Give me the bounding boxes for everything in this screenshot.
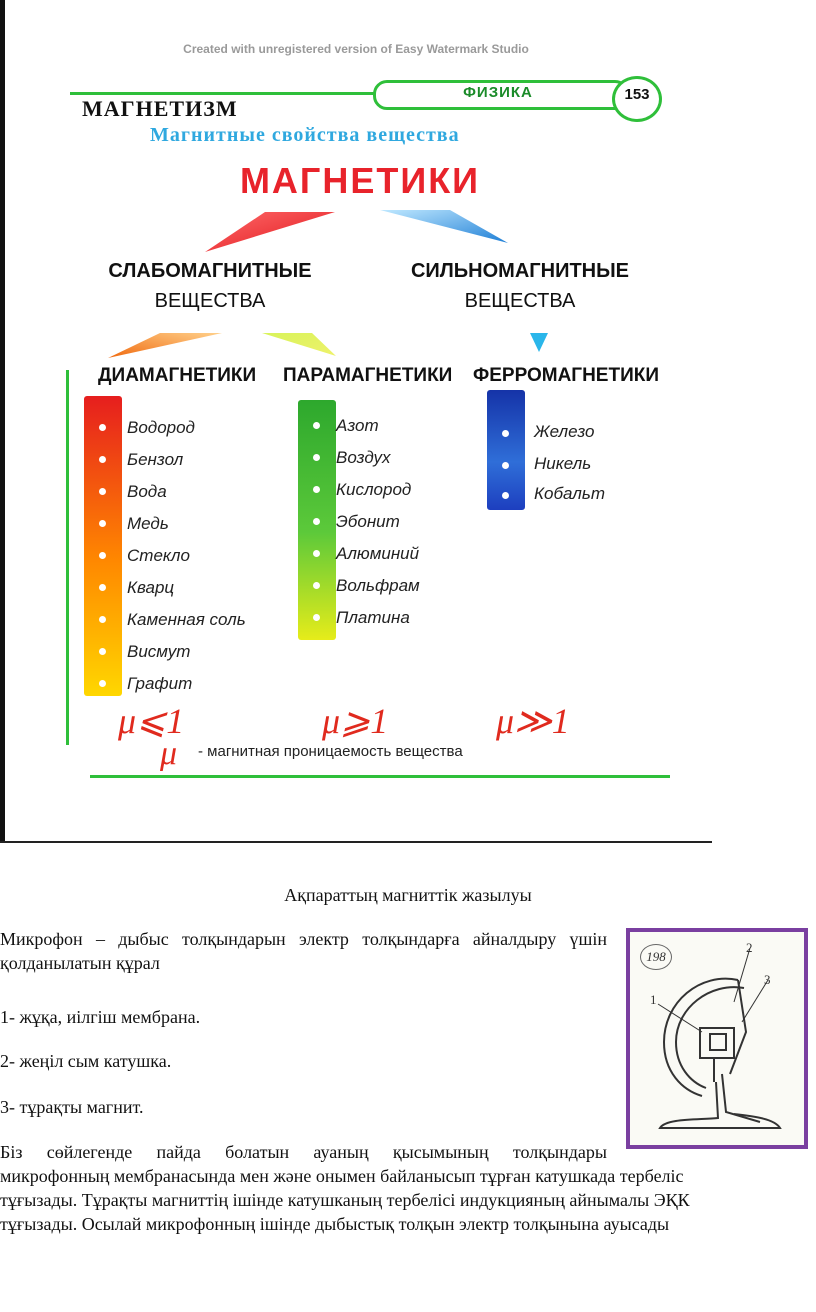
list-item: Вода	[127, 482, 167, 501]
list-item: Платина	[336, 608, 410, 627]
group-heading-ferromagnetics: ФЕРРОМАГНЕТИКИ	[473, 365, 659, 386]
section-title: МАГНЕТИЗМ	[82, 96, 238, 121]
bullet-dot	[313, 582, 320, 589]
mu-ferromagnetics: μ≫1	[496, 701, 570, 741]
paramagnetics-bar	[298, 400, 336, 640]
category-strong-line2: ВЕЩЕСТВА	[464, 290, 576, 312]
bullet-dot	[99, 616, 106, 623]
bullet-dot	[313, 614, 320, 621]
list-item: Вольфрам	[336, 576, 420, 595]
list-item: Каменная соль	[127, 610, 246, 629]
list-item: Воздух	[336, 448, 391, 467]
category-weak-line1: СЛАБОМАГНИТНЫЕ	[108, 260, 312, 282]
bullet-dot	[99, 584, 106, 591]
list-item: 1- жұқа, иілгіш мембрана.	[0, 1007, 201, 1027]
document-heading: Ақпараттың магниттік жазылуы	[284, 885, 532, 905]
list-item: Кобальт	[534, 484, 605, 503]
bullet-dot	[313, 422, 320, 429]
category-weak-line2: ВЕЩЕСТВА	[154, 290, 266, 312]
bullet-dot	[99, 456, 106, 463]
explanation-line: Біз сөйлегенде пайда болатын ауаның қысымының толқындары	[0, 1142, 607, 1162]
bullet-dot	[313, 454, 320, 461]
list-item: Алюминий	[336, 544, 420, 563]
watermark-text: Created with unregistered version of Easy Watermark Studio	[183, 42, 529, 56]
subject-label: ФИЗИКА	[463, 84, 533, 101]
bullet-dot	[502, 492, 509, 499]
explanation-paragraph	[0, 1140, 816, 1236]
list-item: Никель	[534, 454, 592, 473]
list-item: Графит	[127, 674, 193, 693]
main-title: МАГНЕТИКИ	[239, 160, 481, 201]
ferromagnetics-bar	[487, 390, 525, 510]
bullet-dot	[99, 520, 106, 527]
category-weak-magnetic	[90, 256, 330, 316]
bullet-dot	[99, 424, 106, 431]
bullet-dot	[99, 552, 106, 559]
section-subtitle: Магнитные свойства вещества	[150, 124, 460, 146]
group-heading-diamagnetics: ДИАМАГНЕТИКИ	[98, 365, 257, 386]
footer-rule	[90, 775, 670, 778]
bullet-dot	[99, 648, 106, 655]
list-item: Медь	[127, 514, 169, 533]
figure-label: 1	[650, 992, 657, 1007]
arrow-to-ferro	[530, 333, 548, 352]
explanation-line: микрофонның мембранасында мен және онымен байланысып тұрған катушкада тербеліс	[0, 1166, 684, 1186]
group-heading-paramagnetics: ПАРАМАГНЕТИКИ	[283, 365, 453, 386]
list-item: 2- жеңіл сым катушка.	[0, 1051, 172, 1071]
figure-label: 2	[746, 940, 753, 955]
arrow-to-weak	[205, 212, 335, 252]
mu-definition: - магнитная проницаемость вещества	[198, 743, 463, 760]
figure-number: 198	[640, 944, 672, 970]
list-item: Азот	[336, 416, 379, 435]
bullet-dot	[313, 518, 320, 525]
figure-label: 3	[764, 972, 771, 987]
list-item: Висмут	[127, 642, 191, 661]
list-item: 3- тұрақты магнит.	[0, 1097, 144, 1117]
explanation-line: тұғызады. Тұрақты магниттің ішінде катушканың тербелісі индукцияның айнымалы ЭҚК	[0, 1190, 690, 1210]
diamagnetics-bar	[84, 396, 122, 696]
list-item: Водород	[127, 418, 195, 437]
bullet-dot	[313, 550, 320, 557]
list-item: Кислород	[336, 480, 412, 499]
list-item: Эбонит	[336, 512, 400, 531]
bullet-dot	[502, 430, 509, 437]
bullet-dot	[502, 462, 509, 469]
list-item: Железо	[534, 422, 595, 441]
arrow-to-para	[262, 333, 336, 356]
intro-paragraph: Микрофон – дыбыс толқындарын электр толқындарға айналдыру үшін қолданылатын құрал	[0, 929, 607, 973]
list-item: Кварц	[127, 578, 175, 597]
bullet-dot	[313, 486, 320, 493]
arrow-to-dia	[108, 333, 222, 358]
bullet-dot	[99, 488, 106, 495]
bullet-dot	[99, 680, 106, 687]
list-item: Бензол	[127, 450, 184, 469]
arrow-to-strong	[380, 210, 508, 243]
mu-symbol: μ	[160, 735, 178, 772]
list-item: Стекло	[127, 546, 190, 565]
page-number: 153	[624, 86, 650, 103]
microphone-drawing-icon	[630, 932, 804, 1145]
category-strong-line1: СИЛЬНОМАГНИТНЫЕ	[410, 260, 630, 282]
mu-diamagnetics: μ⩽1	[118, 701, 185, 741]
microphone-figure	[626, 928, 808, 1149]
left-rule	[66, 370, 69, 745]
explanation-line: тұғызады. Осылай микрофонның ішінде дыбыстық толқын электр толқынына ауысады	[0, 1214, 670, 1234]
category-strong-magnetic	[395, 256, 645, 316]
mu-paramagnetics: μ⩾1	[322, 701, 389, 741]
